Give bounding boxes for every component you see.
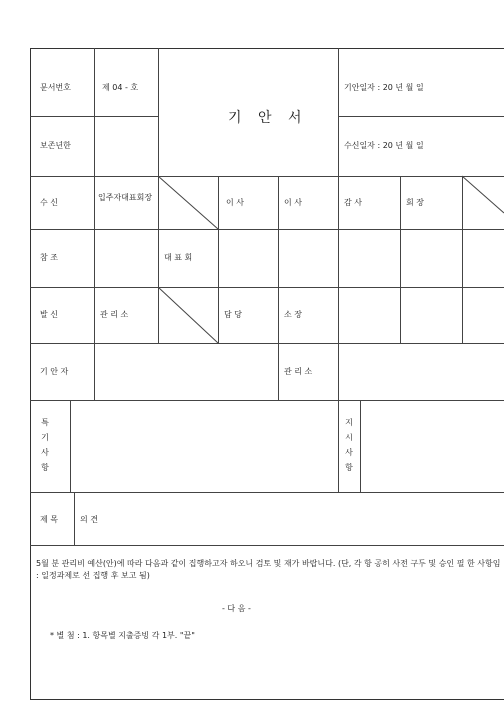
body-text: 5월 분 관리비 예산(안)에 따라 다음과 같이 집행하고자 하오니 검토 및 재가 바랍니다. (단, 각 항 공히 사전 구두 및 승인 필 한 사항임 : 일정과제로 선 집행 후 보고 됨) [36,559,501,580]
sender-label: 발 신 [40,310,58,319]
subject-value: 의 견 [80,515,98,524]
col-line [70,400,71,492]
form-frame [30,48,504,700]
director2-label: 이 사 [284,198,302,207]
in-charge-label: 담 당 [224,310,242,319]
office-label: 관 리 소 [284,367,313,376]
diagonal-slash [158,176,218,229]
auditor-label: 감 사 [344,198,362,207]
col-line [278,176,279,400]
head-label: 소 장 [284,310,302,319]
col-line [94,176,95,343]
row-line [30,492,504,493]
below-heading: - 다 음 - [222,604,251,613]
page-title: 기 안 서 [228,110,308,126]
doc-no-label: 문서번호 [40,83,71,92]
retention-label: 보존년한 [40,141,71,150]
col-line [338,48,339,176]
special-notes-label: 특기사항 [41,418,49,472]
recipient-label: 수 신 [40,198,58,207]
col-line [400,176,401,343]
rep-council-label: 대 표 회 [164,253,193,262]
doc-no-value: 제 04 - 호 [102,83,139,92]
row-line [338,116,504,117]
col-line [158,48,159,176]
instruction-label: 지시사항 [345,418,353,472]
drafter-label: 기 안 자 [40,367,69,376]
row-line [30,176,504,177]
col-line [94,48,95,176]
subject-label: 제 목 [40,515,58,524]
director1-label: 이 사 [226,198,244,207]
col-line [360,400,361,492]
row-line [30,545,504,546]
chairman-label: 회 장 [406,198,424,207]
col-line [74,492,75,545]
diagonal-slash [158,287,218,343]
col-line [338,176,339,492]
col-line [94,343,95,400]
row-line [30,229,504,230]
row-line [30,287,504,288]
recipient-value: 입주자대표회장 [98,193,153,202]
row-line [30,343,504,344]
reference-label: 참 조 [40,253,58,262]
receive-date: 수신일자 : 20 년 월 일 [344,141,424,150]
row-line [30,400,504,401]
diagonal-slash [462,176,504,229]
sender-value: 관 리 소 [100,310,129,319]
draft-date: 기안일자 : 20 년 월 일 [344,83,424,92]
col-line [218,176,219,343]
attachment-note: * 별 첨 : 1. 항목별 지출증빙 각 1부. "끝" [50,631,195,640]
